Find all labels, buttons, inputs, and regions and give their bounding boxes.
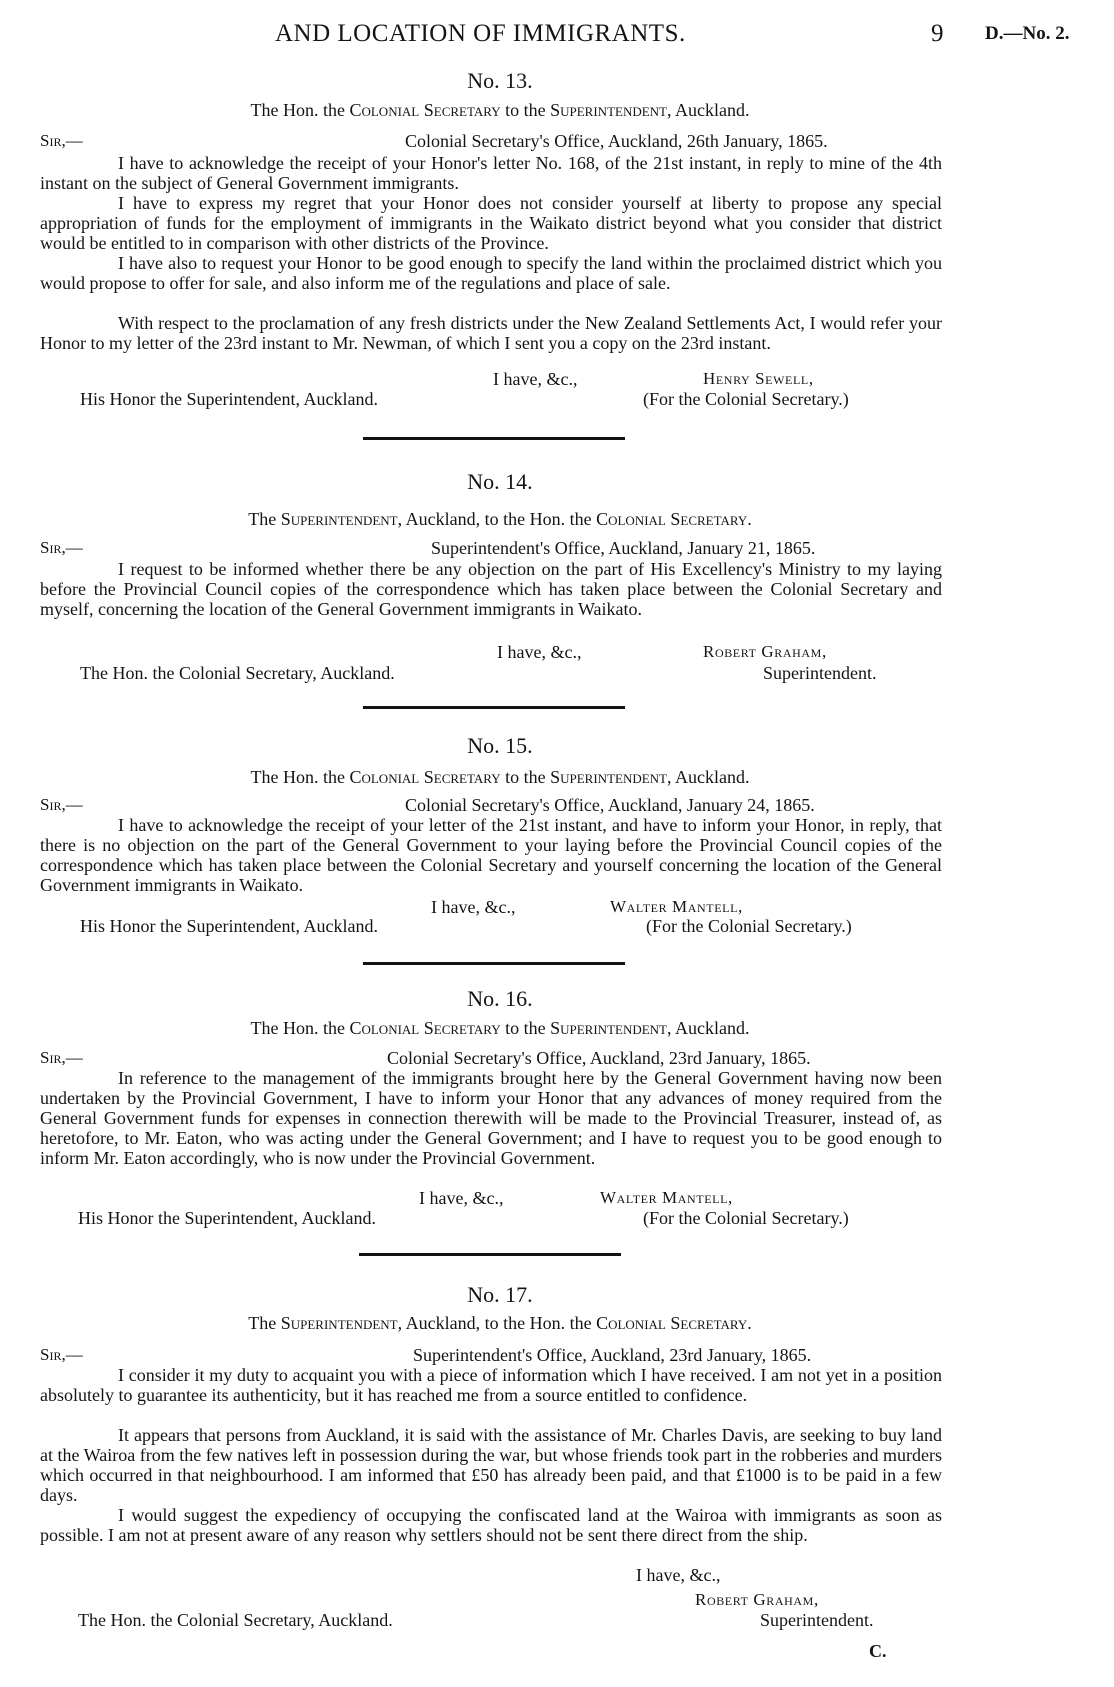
letter-17-dateline: Superintendent's Office, Auckland, 23rd January, 1865.: [413, 1345, 812, 1365]
letter-17-signer: Robert Graham,: [695, 1590, 819, 1609]
letter-16-addressee: His Honor the Superintendent, Auckland.: [78, 1208, 376, 1228]
running-title: AND LOCATION OF IMMIGRANTS.: [275, 20, 686, 47]
letter-13-signoff: I have, &c.,: [493, 369, 578, 389]
letter-13-signer: Henry Sewell,: [703, 369, 814, 388]
letter-13-dateline: Colonial Secretary's Office, Auckland, 26th January, 1865.: [405, 131, 828, 151]
letter-15-salutation: Sir,—: [40, 795, 83, 814]
letter-16-signer-title: (For the Colonial Secretary.): [643, 1208, 849, 1228]
section-divider: [363, 706, 625, 709]
signature-mark: C.: [869, 1641, 887, 1661]
letter-16-signer: Walter Mantell,: [600, 1188, 733, 1207]
letter-17-paragraph-2: It appears that persons from Auckland, it is said with the assistance of Mr. Charles Davis, are seeking to buy land at the Wairoa from the few natives left in possession during the war, but whose friends took part in the robberies and murders which occurred in that neighbourhood. I am informed that £50 has already been paid, and that £1000 is to be paid in a few days.: [40, 1425, 942, 1505]
section-divider: [359, 1253, 621, 1256]
letter-16-dateline: Colonial Secretary's Office, Auckland, 23rd January, 1865.: [387, 1048, 811, 1068]
section-divider: [363, 962, 625, 965]
letter-15-dateline: Colonial Secretary's Office, Auckland, January 24, 1865.: [405, 795, 815, 815]
letter-17-paragraph-3: I would suggest the expediency of occupying the confiscated land at the Wairoa with immigrants as soon as possible. I am not at present aware of any reason why settlers should not be sent there direct from the ship.: [40, 1505, 942, 1545]
letter-14-paragraph-1: I request to be informed whether there be any objection on the part of His Excellency's Ministry to my laying before the Provincial Council copies of the correspondence which has taken place between the Colonial Secretary and myself, concerning the location of the General Government immigrants in Waikato.: [40, 559, 942, 619]
letter-15-addressee: His Honor the Superintendent, Auckland.: [80, 916, 378, 936]
letter-15-signoff: I have, &c.,: [431, 897, 516, 917]
letter-13-heading: The Hon. the Colonial Secretary to the Superintendent, Auckland.: [250, 100, 750, 120]
letter-14-signer-title: Superintendent.: [763, 663, 877, 683]
document-reference: D.—No. 2.: [985, 23, 1070, 44]
letter-16-signoff: I have, &c.,: [419, 1188, 504, 1208]
letter-13-paragraph-3: I have also to request your Honor to be good enough to specify the land within the proclaimed district which you would propose to offer for sale, and also inform me of the regulations and place of sale.: [40, 253, 942, 293]
letter-17-addressee: The Hon. the Colonial Secretary, Auckland.: [78, 1610, 393, 1630]
section-divider: [363, 437, 625, 440]
letter-16-paragraph-1: In reference to the management of the immigrants brought here by the General Government having now been undertaken by the Provincial Government, I have to inform your Honor that any advances of money required from the General Government funds for expenses in connection therewith will be made to the Provincial Treasurer, instead of, as heretofore, to Mr. Eaton, who was acting under the General Government; and I have to request you to be good enough to inform Mr. Eaton accordingly, who is now under the Provincial Government.: [40, 1068, 942, 1168]
letter-17-salutation: Sir,—: [40, 1345, 83, 1364]
letter-13-paragraph-2: I have to express my regret that your Honor does not consider yourself at liberty to propose any special appropriation of funds for the employment of immigrants in the Waikato district beyond what you consider that district would be entitled to in comparison with other districts of the Province.: [40, 193, 942, 253]
letter-15-heading: The Hon. the Colonial Secretary to the Superintendent, Auckland.: [250, 767, 750, 787]
letter-14-addressee: The Hon. the Colonial Secretary, Auckland.: [80, 663, 395, 683]
letter-14-salutation: Sir,—: [40, 538, 83, 557]
letter-15-number: No. 15.: [467, 733, 533, 758]
letter-14-signer: Robert Graham,: [703, 642, 827, 661]
letter-13-salutation: Sir,—: [40, 131, 83, 150]
letter-16-heading: The Hon. the Colonial Secretary to the Superintendent, Auckland.: [250, 1018, 750, 1038]
page-number: 9: [931, 20, 944, 47]
letter-15-signer-title: (For the Colonial Secretary.): [646, 916, 852, 936]
letter-17-number: No. 17.: [467, 1282, 533, 1307]
letter-13-paragraph-4: With respect to the proclamation of any fresh districts under the New Zealand Settlements Act, I would refer your Honor to my letter of the 23rd instant to Mr. Newman, of which I sent you a copy on the 23rd instant.: [40, 313, 942, 353]
letter-13-paragraph-1: I have to acknowledge the receipt of your Honor's letter No. 168, of the 21st instant, in reply to mine of the 4th instant on the subject of General Government immigrants.: [40, 153, 942, 193]
letter-13-number: No. 13.: [467, 68, 533, 93]
letter-16-salutation: Sir,—: [40, 1048, 83, 1067]
letter-13-addressee: His Honor the Superintendent, Auckland.: [80, 389, 378, 409]
letter-15-paragraph-1: I have to acknowledge the receipt of your letter of the 21st instant, and have to inform your Honor, in reply, that there is no objection on the part of the General Government to your laying before the Provincial Council copies of the correspondence which has taken place between the Colonial Secretary and yourself concerning the location of the General Government immigrants in Waikato.: [40, 815, 942, 895]
letter-17-heading: The Superintendent, Auckland, to the Hon. the Colonial Secretary.: [248, 1313, 752, 1333]
letter-13-signer-title: (For the Colonial Secretary.): [643, 389, 849, 409]
letter-14-heading: The Superintendent, Auckland, to the Hon. the Colonial Secretary.: [248, 509, 752, 529]
letter-14-number: No. 14.: [467, 469, 533, 494]
letter-15-signer: Walter Mantell,: [610, 897, 743, 916]
letter-14-dateline: Superintendent's Office, Auckland, January 21, 1865.: [431, 538, 816, 558]
letter-17-signer-title: Superintendent.: [760, 1610, 874, 1630]
letter-14-signoff: I have, &c.,: [497, 642, 582, 662]
letter-16-number: No. 16.: [467, 986, 533, 1011]
letter-17-paragraph-1: I consider it my duty to acquaint you with a piece of information which I have received. I am not yet in a position absolutely to guarantee its authenticity, but it has reached me from a source entitled to confidence.: [40, 1365, 942, 1405]
letter-17-signoff: I have, &c.,: [636, 1565, 721, 1585]
